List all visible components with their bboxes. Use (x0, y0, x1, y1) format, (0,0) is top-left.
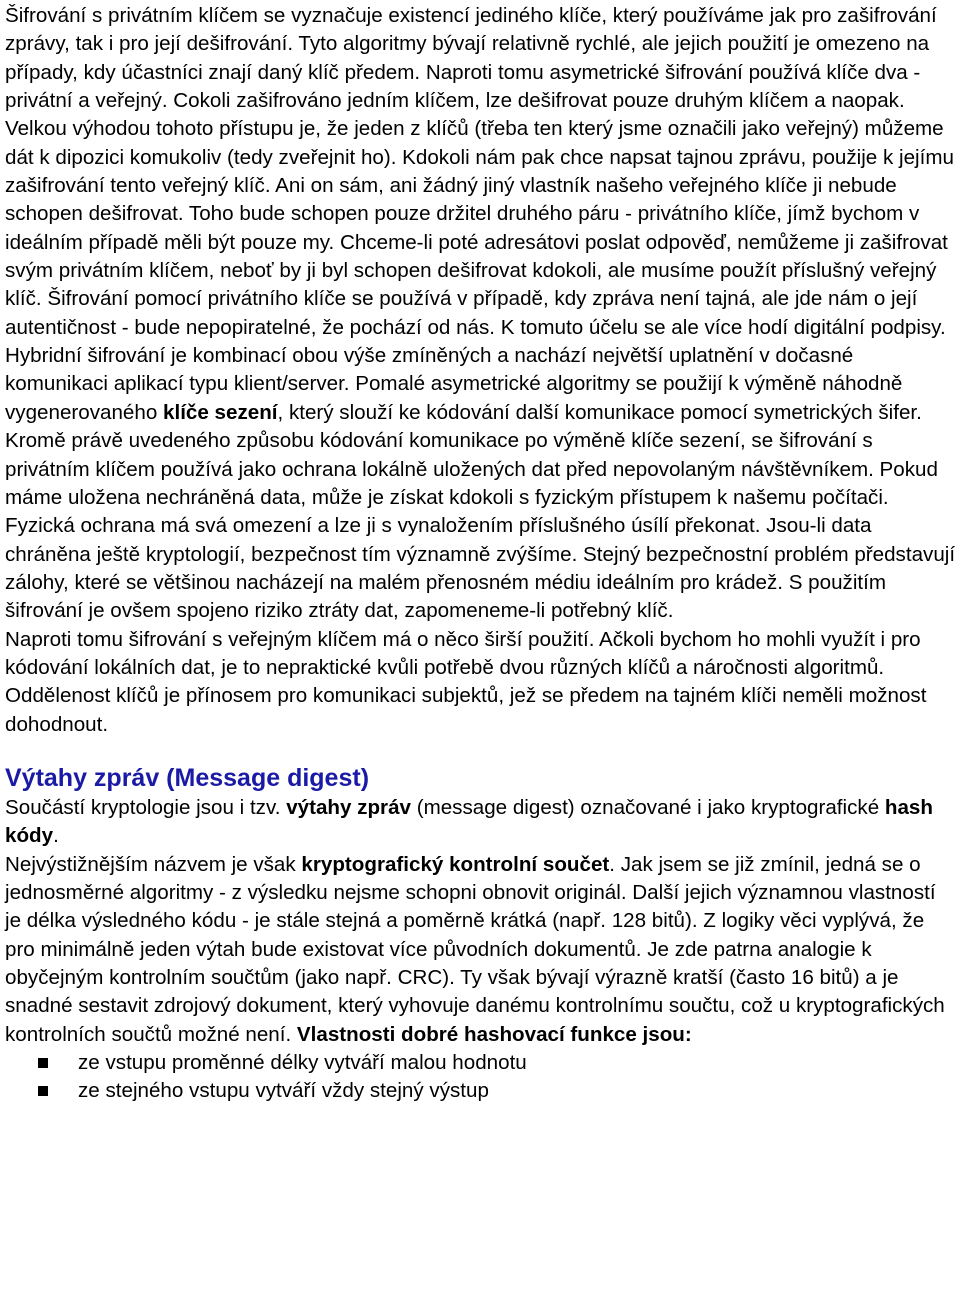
bold-term-message-digest: výtahy zpráv (286, 795, 411, 819)
square-bullet-icon (38, 1086, 48, 1096)
paragraph-text: Součástí kryptologie jsou i tzv. (5, 795, 287, 819)
list-item-text: ze stejného vstupu vytváří vždy stejný výstup (78, 1079, 489, 1103)
paragraph-checksum (5, 851, 957, 1049)
paragraph-digest-intro (5, 794, 957, 851)
bold-term-session-key: klíče sezení (163, 400, 278, 424)
list-item (5, 1049, 957, 1077)
paragraph-text: Nejvýstižnějším názvem je však (5, 852, 302, 876)
paragraph-hybrid-encryption (5, 342, 957, 625)
paragraph-private-key: Šifrování s privátním klíčem se vyznačuje existencí jediného klíče, který používáme jak pro zašifrování zprávy, tak i pro její dešifrování. Tyto algoritmy bývají relativně rychlé, ale jejich použití je omezeno na případy, kdy účastníci znají daný klíč předem. Naproti tomu asymetrické šifrování používá klíče dva - privátní a veřejný. Cokoli zašifrováno jedním klíčem, lze dešifrovat pouze druhým klíčem a naopak. Velkou výhodou tohoto přístupu je, že jeden z klíčů (třeba ten který jsme označili jako veřejný) můžeme dát k dipozici komukoliv (tedy zveřejnit ho). Kdokoli nám pak chce napsat tajnou zprávu, použije k jejímu zašifrování tento veřejný klíč. Ani on sám, ani žádný jiný vlastník našeho veřejného klíče ji nebude schopen dešifrovat. Toho bude schopen pouze držitel druhého páru - privátního klíče, jímž bychom v ideálním případě měli být pouze my. Chceme-li poté adresátovi poslat odpověď, nemůžeme ji zašifrovat svým privátním klíčem, neboť by ji byl schopen dešifrovat kdokoli, ale musíme použít příslušný veřejný klíč. Šifrování pomocí privátního klíče se používá v případě, kdy zpráva není tajná, ale jde nám o její autentičnost - bude nepopiratelné, že pochází od nás. K tomuto účelu se ale více hodí digitální podpisy. (5, 4, 954, 339)
paragraph-public-key: Naproti tomu šifrování s veřejným klíčem má o něco širší použití. Ačkoli bychom ho mohli využít i pro kódování lokálních dat, je to nepraktické kvůli potřebě dvou různých klíčů a náročnosti algoritmů. Oddělenost klíčů je přínosem pro komunikaci subjektů, jež se předem na tajném klíči neměli možnost dohodnout. (5, 627, 927, 736)
paragraph-text: Hybridní šifrování je kombinací obou výše zmíněných a nachází největší uplatnění v dočasné komunikaci aplikací typu klient/server. Pomalé asymetrické algoritmy se použijí k výměně náhodně vygenerovaného (5, 344, 903, 424)
bullet-list (5, 1049, 957, 1106)
paragraph-text: . (53, 824, 59, 848)
paragraph-text: , který slouží ke kódování další komunikace pomocí symetrických šifer. Kromě právě uvedeného způsobu kódování komunikace po výměně klíče sezení, se šifrování s privátním klíčem používá jako ochrana lokálně uložených dat před nepovolaným návštěvníkem. Pokud máme uložena nechráněná data, může je získat kdokoli s fyzickým přístupem k našemu počítači. Fyzická ochrana má svá omezení a lze ji s vynaložením příslušného úsílí překonat. Jsou-li data chráněna ještě kryptologií, bezpečnost tím významně zvýšíme. Stejný bezpečnostní problém představují zálohy, které se většinou nacházejí na malém přenosném médiu ideálním pro krádež. S použitím šifrování je ovšem spojeno riziko ztráty dat, zapomeneme-li potřebný klíč. (5, 400, 956, 623)
document-page (5, 2, 957, 1106)
list-item (5, 1077, 957, 1105)
bold-term-hash-codes: hash kódy (5, 795, 933, 848)
bold-term-checksum: kryptografický kontrolní součet (301, 852, 610, 876)
section-heading: Výtahy zpráv (Message digest) (5, 763, 370, 792)
paragraph-text: . Jak jsem se již zmínil, jedná se o jednosměrné algoritmy - z výsledku nejsme schopni obnovit originál. Další jejich významnou vlastností je délka výsledného kódu - je stále stejná a poměrně krátká (např. 128 bitů). Z logiky věci vyplývá, že pro minimálně jeden výtah bude existovat více původních dokumentů. Je zde patrna analogie k obyčejným kontrolním součtům (jako např. CRC). Ty však bývají výrazně kratší (často 16 bitů) a je snadné sestavit zdrojový dokument, který vyhovuje danému kontrolnímu součtu, což u kryptografických kontrolních součtů možné není. (5, 852, 945, 1046)
bold-term-hash-properties: Vlastnosti dobré hashovací funkce jsou: (296, 1022, 692, 1046)
square-bullet-icon (38, 1058, 48, 1068)
paragraph-text: (message digest) označované i jako kryptografické (410, 795, 885, 819)
list-item-text: ze vstupu proměnné délky vytváří malou hodnotu (78, 1051, 527, 1075)
